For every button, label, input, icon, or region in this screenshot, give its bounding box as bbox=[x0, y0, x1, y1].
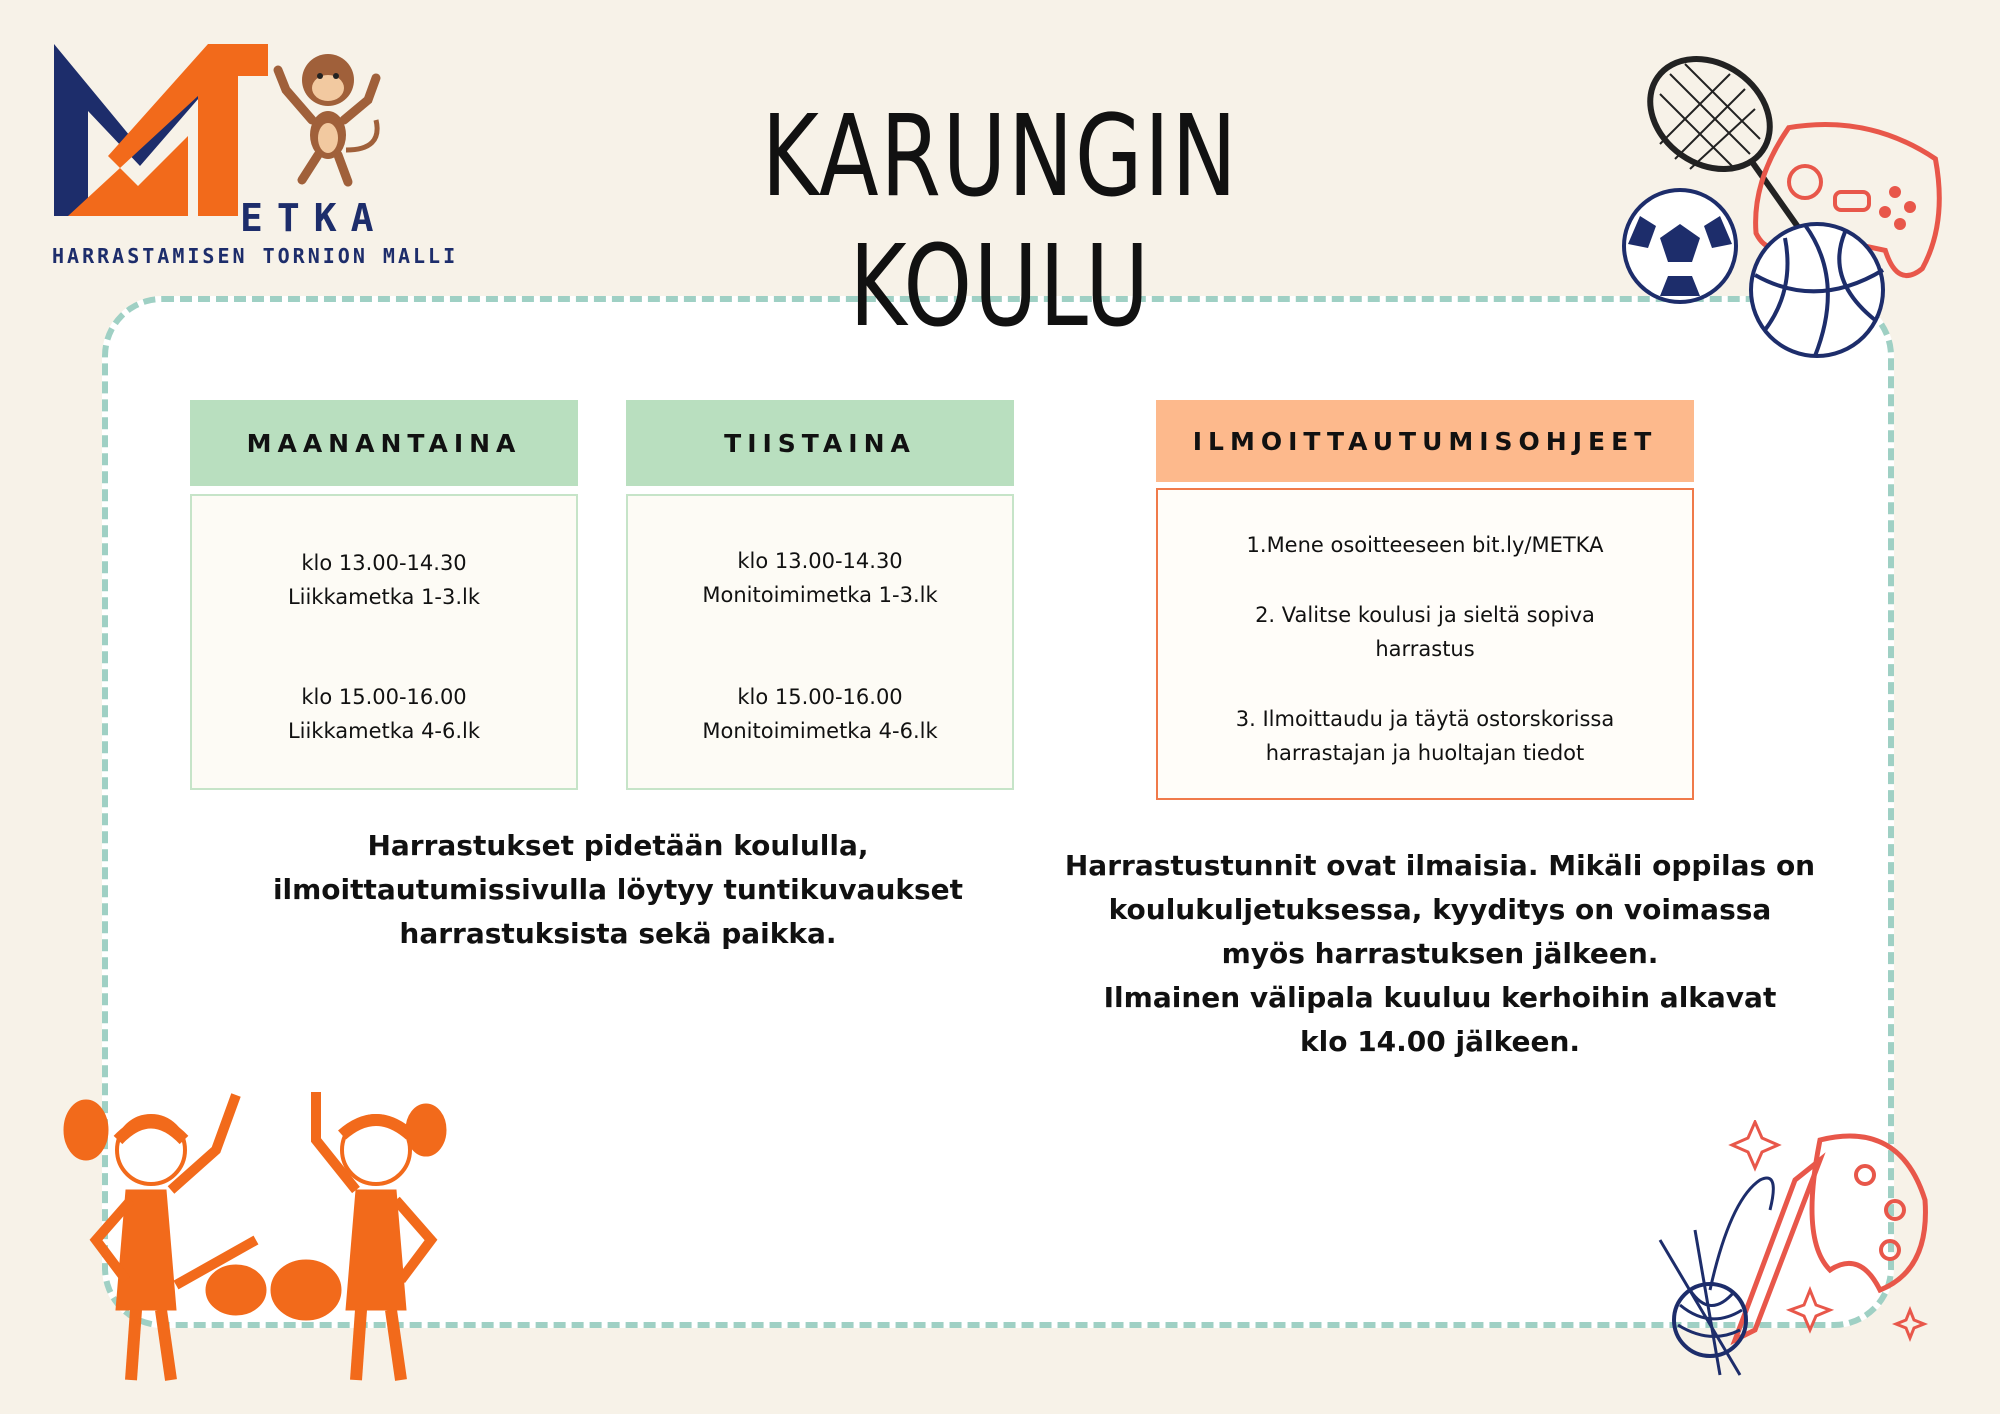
info-right-line: myös harrastuksen jälkeen. bbox=[1221, 937, 1659, 970]
soccer-ball-icon bbox=[1620, 186, 1740, 306]
logo-word: ETKA bbox=[240, 196, 388, 240]
basketball-icon bbox=[1745, 220, 1890, 360]
arts-and-crafts-illustration bbox=[1650, 1120, 1940, 1380]
tuesday-header-label: TIISTAINA bbox=[724, 428, 916, 458]
hobby-horse-girls-illustration bbox=[56, 1090, 456, 1390]
tuesday-slot1-time: klo 13.00-14.30 bbox=[737, 549, 903, 573]
monday-slot1-time: klo 13.00-14.30 bbox=[301, 551, 467, 575]
tuesday-slot2-name: Monitoimimetka 4-6.lk bbox=[702, 719, 938, 743]
monday-slot1-name: Liikkametka 1-3.lk bbox=[287, 585, 481, 609]
logo-tagline: HARRASTAMISEN TORNION MALLI bbox=[52, 244, 459, 268]
info-left-line: harrastuksista sekä paikka. bbox=[399, 917, 837, 950]
signup-step-2-line1: 2. Valitse koulusi ja sieltä sopiva bbox=[1255, 603, 1595, 627]
monkey-icon bbox=[268, 40, 388, 190]
info-right-line: klo 14.00 jälkeen. bbox=[1299, 1025, 1581, 1058]
page-title: KARUNGIN KOULU bbox=[761, 92, 1239, 352]
info-left-paragraph bbox=[218, 824, 1018, 956]
monday-header bbox=[190, 400, 578, 486]
monday-schedule-box bbox=[190, 494, 578, 790]
signup-header-label: ILMOITTAUTUMISOHJEET bbox=[1192, 426, 1658, 456]
info-left-line: Harrastukset pidetään koululla, bbox=[367, 829, 869, 862]
monday-header-label: MAANANTAINA bbox=[246, 428, 522, 458]
signup-step-2-line2: harrastus bbox=[1375, 637, 1475, 661]
tuesday-header bbox=[626, 400, 1014, 486]
info-left-line: ilmoittautumissivulla löytyy tuntikuvaukset bbox=[272, 873, 964, 906]
signup-step-3-line1: 3. Ilmoittaudu ja täytä ostorskorissa bbox=[1235, 707, 1615, 731]
tuesday-slot2-time: klo 15.00-16.00 bbox=[737, 685, 903, 709]
monday-slot2-time: klo 15.00-16.00 bbox=[301, 685, 467, 709]
info-right-line: Ilmainen välipala kuuluu kerhoihin alkavat bbox=[1103, 981, 1777, 1014]
info-right-line: koulukuljetuksessa, kyyditys on voimassa bbox=[1108, 893, 1772, 926]
signup-step-1: 1.Mene osoitteeseen bit.ly/METKA bbox=[1246, 533, 1604, 557]
signup-instructions-box bbox=[1156, 488, 1694, 800]
monday-slot2-name: Liikkametka 4-6.lk bbox=[287, 719, 481, 743]
tuesday-slot1-name: Monitoimimetka 1-3.lk bbox=[702, 583, 938, 607]
signup-step-3-line2: harrastajan ja huoltajan tiedot bbox=[1265, 741, 1585, 765]
tuesday-schedule-box bbox=[626, 494, 1014, 790]
info-right-paragraph bbox=[1040, 844, 1840, 1064]
signup-header bbox=[1156, 400, 1694, 482]
info-right-line: Harrastustunnit ovat ilmaisia. Mikäli oppilas on bbox=[1064, 849, 1816, 882]
